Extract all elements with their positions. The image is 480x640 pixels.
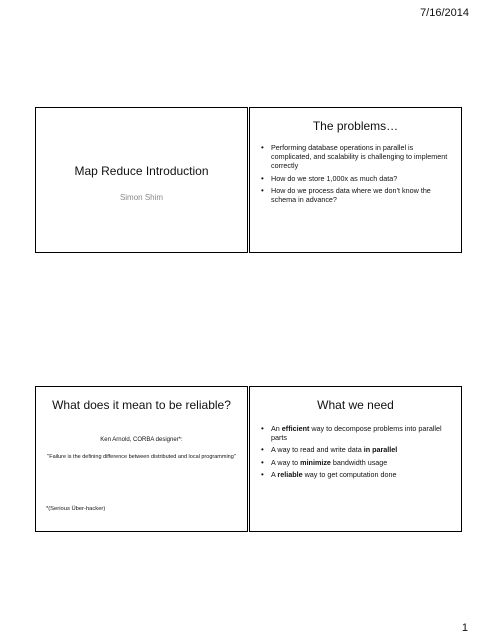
quote-attribution: Ken Arnold, CORBA designer*: bbox=[100, 437, 183, 443]
slide-3-reliable bbox=[35, 386, 248, 532]
slide-1-title bbox=[35, 107, 248, 253]
bullet-list bbox=[261, 143, 455, 207]
page-number: 1 bbox=[461, 622, 468, 634]
slide-title: What does it mean to be reliable? bbox=[52, 398, 231, 412]
bullet-list bbox=[261, 424, 455, 482]
header-date: 7/16/2014 bbox=[420, 7, 469, 19]
slide-title: The problems… bbox=[312, 119, 399, 133]
bullet-item: • An efficient way to decompose problems into parallel parts bbox=[261, 424, 455, 442]
quote-text: "Failure is the defining difference between distributed and local programming" bbox=[47, 454, 236, 460]
bullet-item: • How do we store 1,000x as much data? bbox=[261, 174, 455, 183]
slide-title: Map Reduce Introduction bbox=[74, 164, 209, 178]
slide-footnote: *(Serious Über-hacker) bbox=[46, 506, 106, 512]
slide-title: What we need bbox=[317, 398, 394, 412]
bullet-item: • Performing database operations in parallel is complicated, and scalability is challenging to implement correctly bbox=[261, 143, 455, 171]
slide-subtitle: Simon Shim bbox=[119, 193, 164, 202]
bullet-item: • A way to minimize bandwidth usage bbox=[261, 458, 455, 467]
bullet-item: • How do we process data where we don’t know the schema in advance? bbox=[261, 186, 455, 204]
bullet-item: • A reliable way to get computation done bbox=[261, 470, 455, 479]
slide-2-problems bbox=[249, 107, 462, 253]
bullet-item: • A way to read and write data in parallel bbox=[261, 445, 455, 454]
slide-4-what-we-need bbox=[249, 386, 462, 532]
